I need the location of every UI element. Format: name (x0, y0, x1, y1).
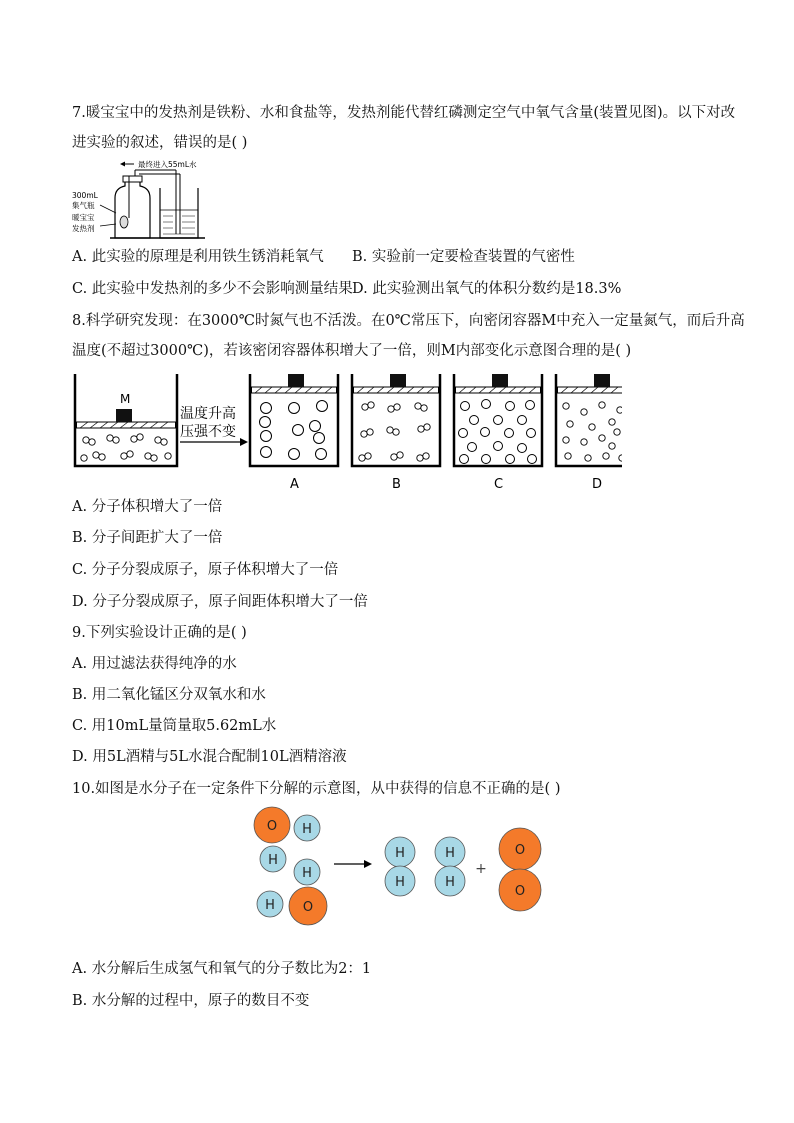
label-a: A (290, 477, 299, 492)
atom-label: O (514, 843, 526, 858)
label-d: D (592, 477, 603, 492)
q7-option-c: C. 此实验中发热剂的多少不会影响测量结果 (72, 281, 353, 297)
q9-stem: 9.下列实验设计正确的是( ) (72, 625, 247, 641)
atom-label: H (302, 866, 312, 881)
label-b: B (392, 477, 401, 492)
container-a (250, 374, 338, 492)
q8-option-d: D. 分子分裂成原子，原子间距体积增大了一倍 (72, 594, 368, 610)
q8-stem-line1: 8.科学研究发现：在3000℃时氮气也不活泼。在0℃常压下，向密闭容器M中充入一定量氮气，而后升高 (72, 313, 745, 329)
q10-molecule-figure (250, 804, 550, 930)
q9-option-a: A. 用过滤法获得纯净的水 (72, 656, 237, 672)
q8-option-b: B. 分子间距扩大了一倍 (72, 530, 223, 546)
piston-label-m: M (120, 392, 131, 406)
container-b (352, 374, 440, 492)
q9-option-b: B. 用二氧化锰区分双氧水和水 (72, 687, 266, 703)
q8-option-a: A. 分子体积增大了一倍 (72, 499, 223, 515)
plus-sign: + (475, 861, 487, 877)
atom-label: H (265, 898, 275, 913)
atom-label: H (445, 846, 455, 861)
container-c (454, 374, 542, 492)
q8-stem-line2: 温度(不超过3000℃)，若该密闭容器体积增大了一倍，则M内部变化示意图合理的是( ) (72, 343, 632, 359)
q7-option-a: A. 此实验的原理是利用铁生锈消耗氧气 (72, 249, 324, 265)
q8-option-c: C. 分子分裂成原子，原子体积增大了一倍 (72, 562, 339, 578)
container-d (556, 374, 622, 492)
q7-option-d: D. 此实验测出氧气的体积分数约是18.3% (352, 281, 622, 297)
atom-label: O (266, 819, 278, 834)
atom-label: H (395, 875, 405, 890)
q7-stem-line2: 进实验的叙述，错误的是( ) (72, 135, 248, 151)
arrow-text-temp: 温度升高 (180, 406, 236, 422)
q8-container-figure (72, 372, 622, 494)
q7-label-300ml: 300mL (72, 191, 98, 200)
q10-option-a: A. 水分解后生成氢气和氧气的分子数比为2：1 (72, 961, 372, 977)
atom-label: H (302, 822, 312, 837)
atom-label: O (302, 900, 314, 915)
q7-apparatus-figure (70, 158, 230, 240)
atom-label: H (395, 846, 405, 861)
atom-label: O (514, 884, 526, 899)
q10-stem: 10.如图是水分子在一定条件下分解的示意图，从中获得的信息不正确的是( ) (72, 781, 561, 797)
q7-option-b: B. 实验前一定要检查装置的气密性 (352, 249, 575, 265)
q9-option-c: C. 用10mL量筒量取5.62mL水 (72, 718, 277, 734)
label-c: C (494, 477, 504, 492)
arrow-text-pressure: 压强不变 (180, 424, 236, 440)
atom-label: H (268, 853, 278, 868)
q7-label-warmer2: 发热剂 (72, 224, 95, 233)
q7-label-bottle: 集气瓶 (72, 201, 95, 210)
q9-option-d: D. 用5L酒精与5L水混合配制10L酒精溶液 (72, 749, 347, 765)
q7-stem-line1: 7.暖宝宝中的发热剂是铁粉、水和食盐等，发热剂能代替红磷测定空气中氧气含量(装置见图)。以下对改 (72, 105, 736, 121)
q7-label-top: 最终进入55mL水 (138, 160, 197, 169)
q10-option-b: B. 水分解的过程中，原子的数目不变 (72, 993, 310, 1009)
initial-container (75, 374, 177, 466)
atom-label: H (445, 875, 455, 890)
q7-label-warmer1: 暖宝宝 (72, 213, 95, 222)
